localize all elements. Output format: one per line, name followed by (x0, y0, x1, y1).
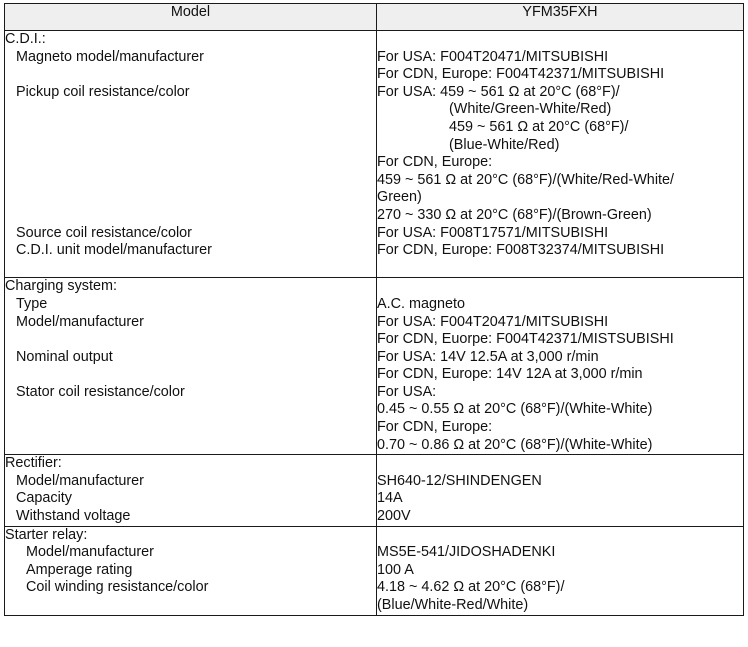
spec-label (5, 119, 376, 137)
section-heading: Starter relay: (5, 526, 88, 543)
spec-value: For CDN, Europe: F008T32374/MITSUBISHI (377, 242, 665, 259)
spec-label: Magneto model/manufacturer (16, 48, 204, 65)
section-labels-cell (5, 31, 377, 278)
spec-value: 100 A (377, 561, 414, 578)
spec-label (5, 154, 376, 172)
section-values-cell (377, 278, 744, 455)
spec-label (5, 137, 376, 155)
spec-label (5, 366, 376, 384)
spec-label: Stator coil resistance/color (16, 383, 185, 400)
spec-value: For USA: 14V 12.5A at 3,000 r/min (377, 348, 599, 365)
section-values-cell (377, 31, 744, 278)
spec-label (5, 260, 376, 278)
spec-value: (Blue-White/Red) (449, 136, 560, 153)
spec-value: SH640-12/SHINDENGEN (377, 472, 542, 489)
spec-label: Source coil resistance/color (16, 224, 192, 241)
spec-label: Coil winding resistance/color (26, 579, 209, 596)
spec-value: For CDN, Europe: F004T42371/MITSUBISHI (377, 66, 665, 83)
spec-label (5, 331, 376, 349)
spec-value: 200V (377, 508, 411, 525)
spec-label (5, 172, 376, 190)
section-row (5, 526, 744, 615)
section-heading: Charging system: (5, 278, 117, 295)
section-values-cell (377, 526, 744, 615)
spec-label (5, 66, 376, 84)
spec-value: 459 ~ 561 Ω at 20°C (68°F)/ (449, 118, 629, 135)
spec-value: 4.18 ~ 4.62 Ω at 20°C (68°F)/ (377, 579, 565, 596)
section-row (5, 31, 744, 278)
spec-value (377, 527, 743, 545)
spec-value: (White/Green-White/Red) (449, 101, 612, 118)
spec-value: Green) (377, 189, 422, 206)
spec-value: For USA: F008T17571/MITSUBISHI (377, 224, 609, 241)
spec-value: For CDN, Euorpe: F004T42371/MISTSUBISHI (377, 331, 674, 348)
spec-value: 459 ~ 561 Ω at 20°C (68°F)/(White/Red-White/ (377, 171, 675, 188)
spec-label: Type (16, 295, 48, 312)
spec-label (5, 207, 376, 225)
spec-value: A.C. magneto (377, 295, 465, 312)
spec-value (377, 455, 743, 473)
spec-value: For CDN, Europe: (377, 154, 493, 171)
section-labels-cell (5, 526, 377, 615)
spec-label: Amperage rating (26, 561, 133, 578)
section-labels-cell (5, 455, 377, 526)
section-heading: Rectifier: (5, 455, 62, 472)
spec-value: For USA: (377, 383, 437, 400)
spec-value: For USA: 459 ~ 561 Ω at 20°C (68°F)/ (377, 83, 620, 100)
spec-value: For CDN, Europe: 14V 12A at 3,000 r/min (377, 366, 643, 383)
spec-label (5, 189, 376, 207)
spec-value: MS5E-541/JIDOSHADENKI (377, 544, 556, 561)
header-model: Model (5, 4, 377, 31)
section-values-cell (377, 455, 744, 526)
spec-label: Model/manufacturer (26, 544, 154, 561)
spec-value: For CDN, Europe: (377, 419, 493, 436)
spec-value (377, 31, 743, 49)
section-heading: C.D.I.: (5, 31, 46, 47)
spec-value: For USA: F004T20471/MITSUBISHI (377, 313, 609, 330)
spec-value: 14A (377, 490, 403, 507)
spec-value: 270 ~ 330 Ω at 20°C (68°F)/(Brown-Green) (377, 206, 652, 223)
spec-label: Model/manufacturer (16, 472, 144, 489)
spec-value: 0.70 ~ 0.86 Ω at 20°C (68°F)/(White-White) (377, 436, 653, 453)
spec-label: Pickup coil resistance/color (16, 83, 190, 100)
spec-label: C.D.I. unit model/manufacturer (16, 242, 212, 259)
header-row (5, 4, 744, 31)
spec-label (5, 101, 376, 119)
section-row (5, 455, 744, 526)
section-row (5, 278, 744, 455)
spec-label: Nominal output (16, 348, 113, 365)
section-labels-cell (5, 278, 377, 455)
header-model-code: YFM35FXH (377, 4, 744, 31)
spec-label: Withstand voltage (16, 508, 131, 525)
spec-body (5, 31, 744, 616)
spec-label: Capacity (16, 490, 72, 507)
spec-table (4, 3, 744, 616)
spec-value: (Blue/White-Red/White) (377, 597, 529, 613)
spec-value: For USA: F004T20471/MITSUBISHI (377, 48, 609, 65)
spec-value: 0.45 ~ 0.55 Ω at 20°C (68°F)/(White-White) (377, 401, 653, 418)
spec-value (377, 278, 743, 296)
spec-label: Model/manufacturer (16, 313, 144, 330)
